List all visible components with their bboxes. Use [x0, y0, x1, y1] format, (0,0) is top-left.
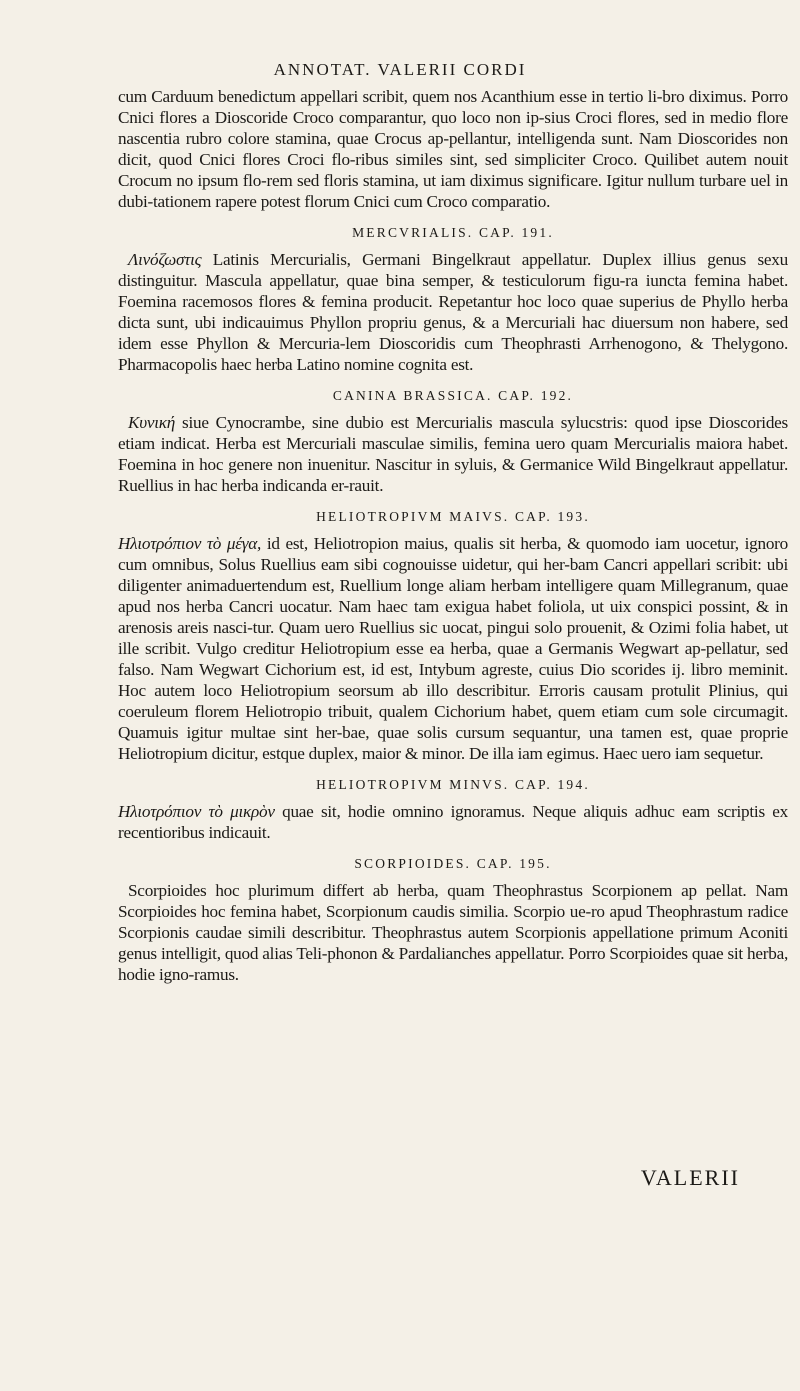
paragraph-text: cum Carduum benedictum appellari scribit, quem nos Acanthium esse in tertio li-bro diximus. Porro Cnici flores a Dioscoride Croco comparantur, quo loco non ip-sius Croci flores, sed in medio flore nascentia rubro colore stamina, quae Crocus ap-pellantur, intelligenda sunt. Nam Dioscorides non dicit, quod Cnici flores Croci flo-ribus similes sint, sed simpliciter Croco. Quilibet autem nouit Crocum no ipsum flo-rem sed floris stamina, ut iam diximus significare. Igitur nullum turbare uel in dubi-tationem rapere potest florum Cnici cum Croco comparatio.: [118, 87, 788, 211]
paragraph-heliotropium-minus: [118, 801, 788, 843]
greek-lemma: Κυνική: [128, 413, 176, 432]
paragraph-canina-brassica: [118, 412, 788, 496]
greek-lemma: Ηλιοτρόπιον τὸ μικρὸν: [118, 802, 275, 821]
page-body: [118, 86, 788, 985]
paragraph-cnicus-continuation: [118, 86, 788, 212]
section-heading-canina-brassica: CANINA BRASSICA. CAP. 192.: [332, 388, 574, 403]
paragraph-heliotropium-maius: [118, 533, 788, 764]
section-heading-mercurialis: MERCVRIALIS. CAP. 191.: [352, 225, 554, 240]
section-heading-heliotropium-maius: HELIOTROPIVM MAIVS. CAP. 193.: [316, 509, 590, 524]
section-heading-scorpioides: SCORPIOIDES. CAP. 195.: [354, 856, 552, 871]
paragraph-text: siue Cynocrambe, sine dubio est Mercurialis mascula sylucstris: quod ipse Dioscorides etiam indicat. Herba est Mercuriali masculae similis, femina uero quam Mercurialis maiora habet. Foemina in hoc genere non inuenitur. Nascitur in syluis, & Germanice Wild Bingelkraut appellatur. Ruellius in hac herba indicanda er-rauit.: [118, 413, 788, 495]
section-heading-heliotropium-minus: HELIOTROPIVM MINVS. CAP. 194.: [316, 777, 590, 792]
paragraph-text: Scorpioides hoc plurimum differt ab herba, quam Theophrastus Scorpionem ap pellat. Nam Scorpioides hoc femina habet, Scorpionum caudis similia. Scorpio ue-ro apud Theophrastum radice Scorpionis caudae simili describitur. Theophrastus autem Scorpionis appellatione primum Aconiti genus intelligit, quod alias Teli-phonon & Pardalianches appellatur. Porro Scorpioides quae sit herba, hodie igno-ramus.: [118, 881, 788, 984]
catchword: VALERII: [640, 1165, 740, 1190]
paragraph-scorpioides: [118, 880, 788, 985]
paragraph-mercurialis: [118, 249, 788, 375]
greek-lemma: Λινόζωστις: [128, 250, 202, 269]
running-head: ANNOTAT. VALERII CORDI: [273, 60, 527, 79]
paragraph-text: quae sit, hodie omnino ignoramus. Neque aliquis adhuc eam scriptis ex recentioribus indicauit.: [118, 802, 788, 842]
greek-lemma: Ηλιοτρόπιον τὸ μέγα,: [118, 534, 262, 553]
paragraph-text: Latinis Mercurialis, Germani Bingelkraut appellatur. Duplex illius genus sexu distinguitur. Mascula appellatur, quae bina semper, & testiculorum figu-ra iuncta femina habet. Foemina racemosos flores & femina producit. Repetantur hoc loco quae superius de Phyllo herba dicta sunt, ubi indicauimus Phyllon propriu genus, & a Mercuriali hac diuersum non habere, sed idem esse Phyllon & Mercuria-lem Dioscoridis cum Theophrasti Arrhenogono, & Thelygono. Pharmacopolis haec herba Latino nomine cognita est.: [118, 250, 788, 374]
paragraph-text: id est, Heliotropion maius, qualis sit herba, & quomodo iam uocetur, ignoro cum omnibus, Solus Ruellius eam sibi cognouisse uidetur, qui her-bam Cancri appellari scribit: ubi diligenter animaduertendum est, Ruellium longe aliam herbam intelligere quam Millegranum, quae apud nos herba Cancri uocatur. Nam haec tam exigua habet foliola, ut uix conspici possint, & in arenosis areis nasci-tur. Quam uero Ruellius sic uocat, pingui solo prouenit, & Ozimi folia habet, ut ille scribit. Vulgo creditur Heliotropium esse ea herba, quae a Germanis Wegwart ap-pellatur, sed falso. Nam Wegwart Cichorium est, id est, Intybum agreste, cuius Dio scorides ij. libro meminit. Hoc autem loco Heliotropium seorsum ab illo describitur. Erroris causam protulit Plinius, qui coeruleum florem Heliotropio tribuit, qualem Cichorium habet, quem etiam cum sole circumagit. Quamuis igitur multae sint her-bae, quae solis cursum sequantur, una tamen est, quae proprie Heliotropium dicitur, estque duplex, maior & minor. De illa iam egimus. Haec uero iam sequetur.: [118, 534, 788, 763]
